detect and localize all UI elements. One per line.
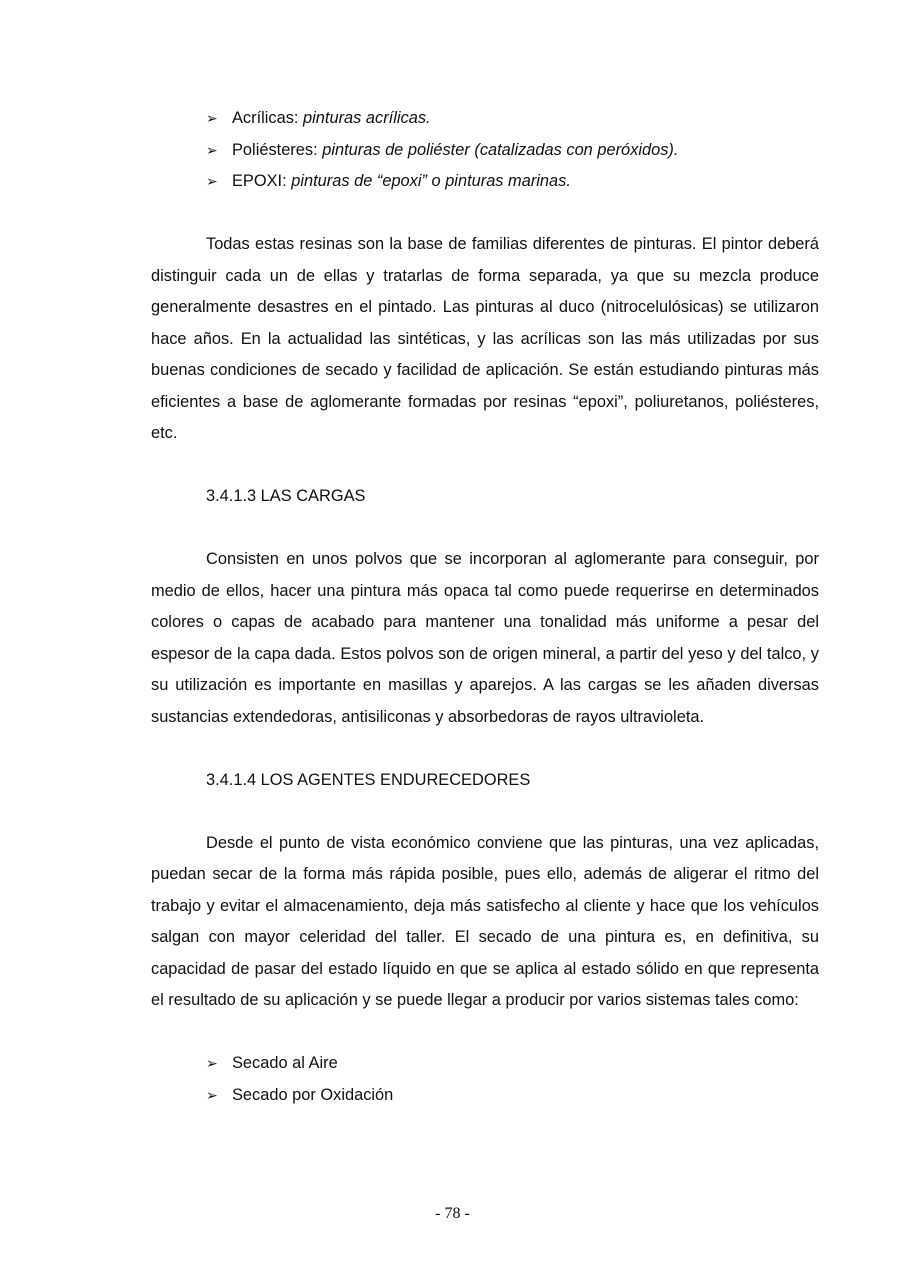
document-page [151, 103, 819, 1111]
list-item-term: EPOXI: [232, 172, 292, 190]
page-number: - 78 - [435, 1205, 470, 1222]
list-item-term: Acrílicas: [232, 109, 304, 127]
list-item-description: pinturas acrílicas. [303, 109, 431, 127]
list-item-label: Secado al Aire [232, 1054, 338, 1072]
list-item [206, 103, 819, 135]
arrow-bullet-icon: ➢ [206, 1055, 218, 1071]
list-item [206, 166, 819, 198]
paragraph-resins: Todas estas resinas son la base de familias diferentes de pinturas. El pintor deberá distinguir cada un de ellas y tratarlas de forma separada, ya que su mezcla produce generalmente desastres en el pintado. Las pinturas al duco (nitrocelulósicas) se utilizaron hace años. En la actualidad las sintéticas, y las acrílicas son las más utilizadas por sus buenas condiciones de secado y facilidad de aplicación. Se están estudiando pinturas más eficientes a base de aglomerante formadas por resinas “epoxi”, poliuretanos, poliésteres, etc. [151, 235, 819, 442]
list-item [206, 135, 819, 167]
paragraph-cargas: Consisten en unos polvos que se incorporan al aglomerante para conseguir, por medio de ellos, hacer una pintura más opaca tal como puede requerirse en determinados colores o capas de acabado para mantener una tonalidad más uniforme a pesar del espesor de la capa dada. Estos polvos son de origen mineral, a partir del yeso y del talco, y su utilización es importante en masillas y aparejos. A las cargas se les añaden diversas sustancias extendedoras, antisiliconas y absorbedoras de rayos ultravioleta. [151, 550, 819, 726]
arrow-bullet-icon: ➢ [206, 110, 218, 126]
list-item-term: Poliésteres: [232, 140, 323, 159]
section-heading-endurecedores: 3.4.1.4 LOS AGENTES ENDURECEDORES [206, 770, 531, 789]
arrow-bullet-icon: ➢ [206, 141, 218, 158]
drying-methods-list [151, 1048, 819, 1111]
paragraph-endurecedores: Desde el punto de vista económico conviene que las pinturas, una vez aplicadas, puedan secar de la forma más rápida posible, pues ello, además de aligerar el ritmo del trabajo y evitar el almacenamiento, deja más satisfecho al cliente y hace que los vehículos salgan con mayor celeridad del taller. El secado de una pintura es, en definitiva, su capacidad de pasar del estado líquido en que se aplica al estado sólido en que representa el resultado de su aplicación y se puede llegar a producir por varios sistemas tales como: [151, 833, 819, 1009]
list-item-label: Secado por Oxidación [232, 1085, 394, 1104]
list-item [206, 1048, 819, 1080]
resin-types-list [151, 103, 819, 198]
list-item-description: pinturas de poliéster (catalizadas con peróxidos). [322, 140, 679, 159]
list-item [206, 1080, 819, 1112]
list-item-description: pinturas de “epoxi” o pinturas marinas. [291, 172, 571, 190]
arrow-bullet-icon: ➢ [206, 1086, 218, 1103]
section-heading-cargas: 3.4.1.3 LAS CARGAS [206, 487, 366, 505]
arrow-bullet-icon: ➢ [206, 173, 218, 189]
